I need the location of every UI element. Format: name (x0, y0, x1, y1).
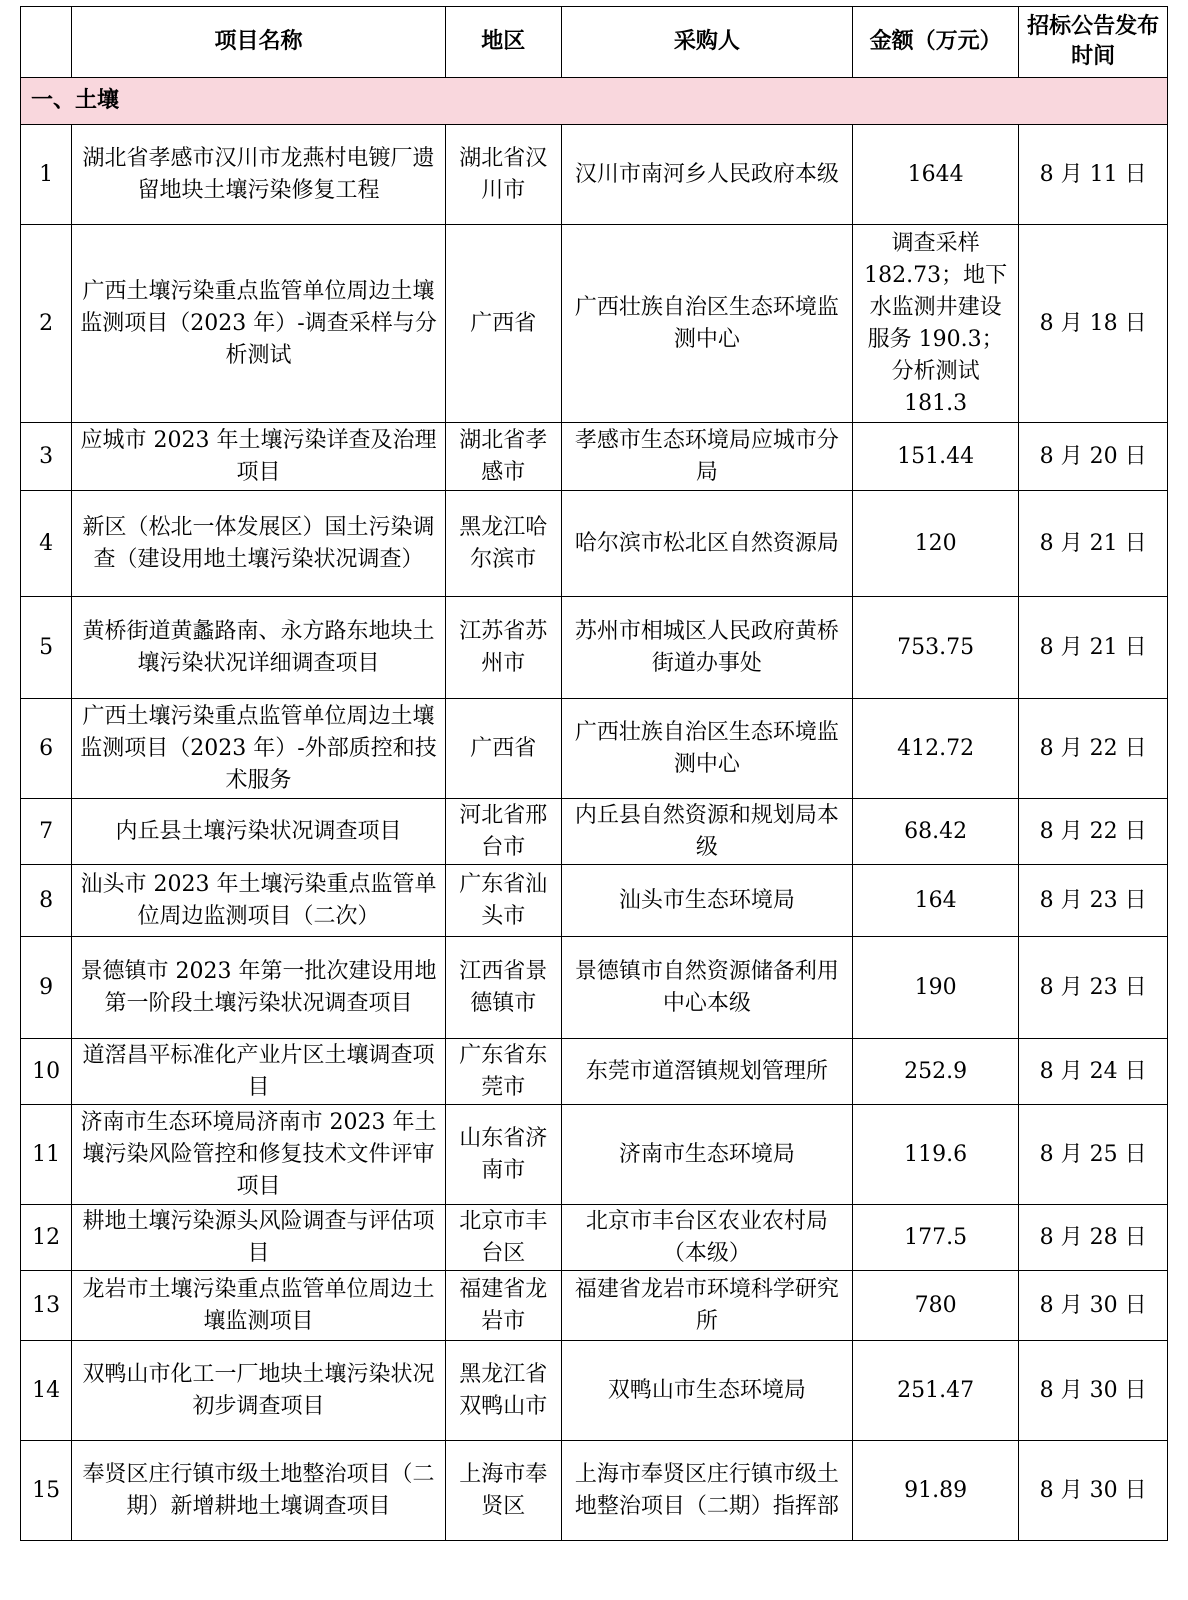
amount-cell: 119.6 (853, 1105, 1019, 1205)
region-cell: 福建省龙岩市 (445, 1271, 561, 1341)
table-row (21, 1205, 1168, 1271)
row-number-cell: 10 (21, 1039, 72, 1105)
buyer-cell: 苏州市相城区人民政府黄桥街道办事处 (561, 597, 852, 699)
table-row (21, 125, 1168, 225)
row-number-cell: 7 (21, 799, 72, 865)
row-number-cell: 1 (21, 125, 72, 225)
table-row (21, 1039, 1168, 1105)
region-cell: 黑龙江哈尔滨市 (445, 491, 561, 597)
table-row (21, 937, 1168, 1039)
row-number-cell: 2 (21, 225, 72, 423)
buyer-cell: 广西壮族自治区生态环境监测中心 (561, 225, 852, 423)
table-row (21, 699, 1168, 799)
region-cell: 江西省景德镇市 (445, 937, 561, 1039)
row-number-cell: 11 (21, 1105, 72, 1205)
buyer-cell: 汕头市生态环境局 (561, 865, 852, 937)
table-row (21, 225, 1168, 423)
publish-date-cell: 8 月 25 日 (1019, 1105, 1168, 1205)
publish-date-cell: 8 月 23 日 (1019, 937, 1168, 1039)
amount-cell: 251.47 (853, 1341, 1019, 1441)
project-name-cell: 奉贤区庄行镇市级土地整治项目（二期）新增耕地土壤调查项目 (72, 1441, 445, 1541)
project-name-cell: 龙岩市土壤污染重点监管单位周边土壤监测项目 (72, 1271, 445, 1341)
buyer-cell: 广西壮族自治区生态环境监测中心 (561, 699, 852, 799)
procurement-table (20, 6, 1168, 1541)
col-header-publish-time: 招标公告发布时间 (1019, 7, 1168, 78)
buyer-cell: 上海市奉贤区庄行镇市级土地整治项目（二期）指挥部 (561, 1441, 852, 1541)
region-cell: 江苏省苏州市 (445, 597, 561, 699)
project-name-cell: 耕地土壤污染源头风险调查与评估项目 (72, 1205, 445, 1271)
buyer-cell: 济南市生态环境局 (561, 1105, 852, 1205)
region-cell: 广东省东莞市 (445, 1039, 561, 1105)
row-number-cell: 9 (21, 937, 72, 1039)
row-number-cell: 12 (21, 1205, 72, 1271)
buyer-cell: 哈尔滨市松北区自然资源局 (561, 491, 852, 597)
buyer-cell: 东莞市道滘镇规划管理所 (561, 1039, 852, 1105)
region-cell: 湖北省孝感市 (445, 423, 561, 491)
region-cell: 广东省汕头市 (445, 865, 561, 937)
region-cell: 上海市奉贤区 (445, 1441, 561, 1541)
project-name-cell: 应城市 2023 年土壤污染详查及治理项目 (72, 423, 445, 491)
table-row (21, 799, 1168, 865)
col-header-region: 地区 (445, 7, 561, 78)
amount-cell: 753.75 (853, 597, 1019, 699)
amount-cell: 91.89 (853, 1441, 1019, 1541)
publish-date-cell: 8 月 22 日 (1019, 699, 1168, 799)
region-cell: 广西省 (445, 225, 561, 423)
amount-cell: 252.9 (853, 1039, 1019, 1105)
row-number-cell: 6 (21, 699, 72, 799)
region-cell: 广西省 (445, 699, 561, 799)
buyer-cell: 孝感市生态环境局应城市分局 (561, 423, 852, 491)
table-row (21, 1441, 1168, 1541)
row-number-cell: 5 (21, 597, 72, 699)
project-name-cell: 道滘昌平标准化产业片区土壤调查项目 (72, 1039, 445, 1105)
project-name-cell: 黄桥街道黄蠡路南、永方路东地块土壤污染状况详细调查项目 (72, 597, 445, 699)
amount-cell: 1644 (853, 125, 1019, 225)
publish-date-cell: 8 月 18 日 (1019, 225, 1168, 423)
col-header-no (21, 7, 72, 78)
section-row (21, 78, 1168, 125)
header-row (21, 7, 1168, 78)
publish-date-cell: 8 月 21 日 (1019, 597, 1168, 699)
region-cell: 山东省济南市 (445, 1105, 561, 1205)
section-title: 一、土壤 (21, 78, 1168, 125)
table-row (21, 1341, 1168, 1441)
row-number-cell: 4 (21, 491, 72, 597)
region-cell: 北京市丰台区 (445, 1205, 561, 1271)
amount-cell: 780 (853, 1271, 1019, 1341)
table-row (21, 491, 1168, 597)
project-name-cell: 广西土壤污染重点监管单位周边土壤监测项目（2023 年）-调查采样与分析测试 (72, 225, 445, 423)
table-row (21, 1105, 1168, 1205)
buyer-cell: 福建省龙岩市环境科学研究所 (561, 1271, 852, 1341)
publish-date-cell: 8 月 30 日 (1019, 1341, 1168, 1441)
row-number-cell: 15 (21, 1441, 72, 1541)
publish-date-cell: 8 月 30 日 (1019, 1271, 1168, 1341)
project-name-cell: 内丘县土壤污染状况调查项目 (72, 799, 445, 865)
buyer-cell: 景德镇市自然资源储备利用中心本级 (561, 937, 852, 1039)
amount-cell: 68.42 (853, 799, 1019, 865)
buyer-cell: 汉川市南河乡人民政府本级 (561, 125, 852, 225)
buyer-cell: 内丘县自然资源和规划局本级 (561, 799, 852, 865)
amount-cell: 412.72 (853, 699, 1019, 799)
buyer-cell: 双鸭山市生态环境局 (561, 1341, 852, 1441)
col-header-buyer: 采购人 (561, 7, 852, 78)
row-number-cell: 13 (21, 1271, 72, 1341)
publish-date-cell: 8 月 21 日 (1019, 491, 1168, 597)
col-header-amount: 金额（万元） (853, 7, 1019, 78)
project-name-cell: 湖北省孝感市汉川市龙燕村电镀厂遗留地块土壤污染修复工程 (72, 125, 445, 225)
amount-cell: 177.5 (853, 1205, 1019, 1271)
publish-date-cell: 8 月 11 日 (1019, 125, 1168, 225)
project-name-cell: 新区（松北一体发展区）国土污染调查（建设用地土壤污染状况调查） (72, 491, 445, 597)
table-row (21, 1271, 1168, 1341)
publish-date-cell: 8 月 24 日 (1019, 1039, 1168, 1105)
amount-cell: 调查采样 182.73；地下水监测井建设服务 190.3；分析测试 181.3 (853, 225, 1019, 423)
amount-cell: 120 (853, 491, 1019, 597)
publish-date-cell: 8 月 22 日 (1019, 799, 1168, 865)
publish-date-cell: 8 月 23 日 (1019, 865, 1168, 937)
project-name-cell: 汕头市 2023 年土壤污染重点监管单位周边监测项目（二次） (72, 865, 445, 937)
table-row (21, 423, 1168, 491)
project-name-cell: 双鸭山市化工一厂地块土壤污染状况初步调查项目 (72, 1341, 445, 1441)
row-number-cell: 8 (21, 865, 72, 937)
row-number-cell: 14 (21, 1341, 72, 1441)
row-number-cell: 3 (21, 423, 72, 491)
project-name-cell: 济南市生态环境局济南市 2023 年土壤污染风险管控和修复技术文件评审项目 (72, 1105, 445, 1205)
buyer-cell: 北京市丰台区农业农村局（本级） (561, 1205, 852, 1271)
amount-cell: 164 (853, 865, 1019, 937)
amount-cell: 190 (853, 937, 1019, 1039)
amount-cell: 151.44 (853, 423, 1019, 491)
region-cell: 河北省邢台市 (445, 799, 561, 865)
region-cell: 黑龙江省双鸭山市 (445, 1341, 561, 1441)
project-name-cell: 广西土壤污染重点监管单位周边土壤监测项目（2023 年）-外部质控和技术服务 (72, 699, 445, 799)
col-header-name: 项目名称 (72, 7, 445, 78)
publish-date-cell: 8 月 28 日 (1019, 1205, 1168, 1271)
publish-date-cell: 8 月 30 日 (1019, 1441, 1168, 1541)
table-row (21, 597, 1168, 699)
table-row (21, 865, 1168, 937)
region-cell: 湖北省汉川市 (445, 125, 561, 225)
publish-date-cell: 8 月 20 日 (1019, 423, 1168, 491)
project-name-cell: 景德镇市 2023 年第一批次建设用地第一阶段土壤污染状况调查项目 (72, 937, 445, 1039)
